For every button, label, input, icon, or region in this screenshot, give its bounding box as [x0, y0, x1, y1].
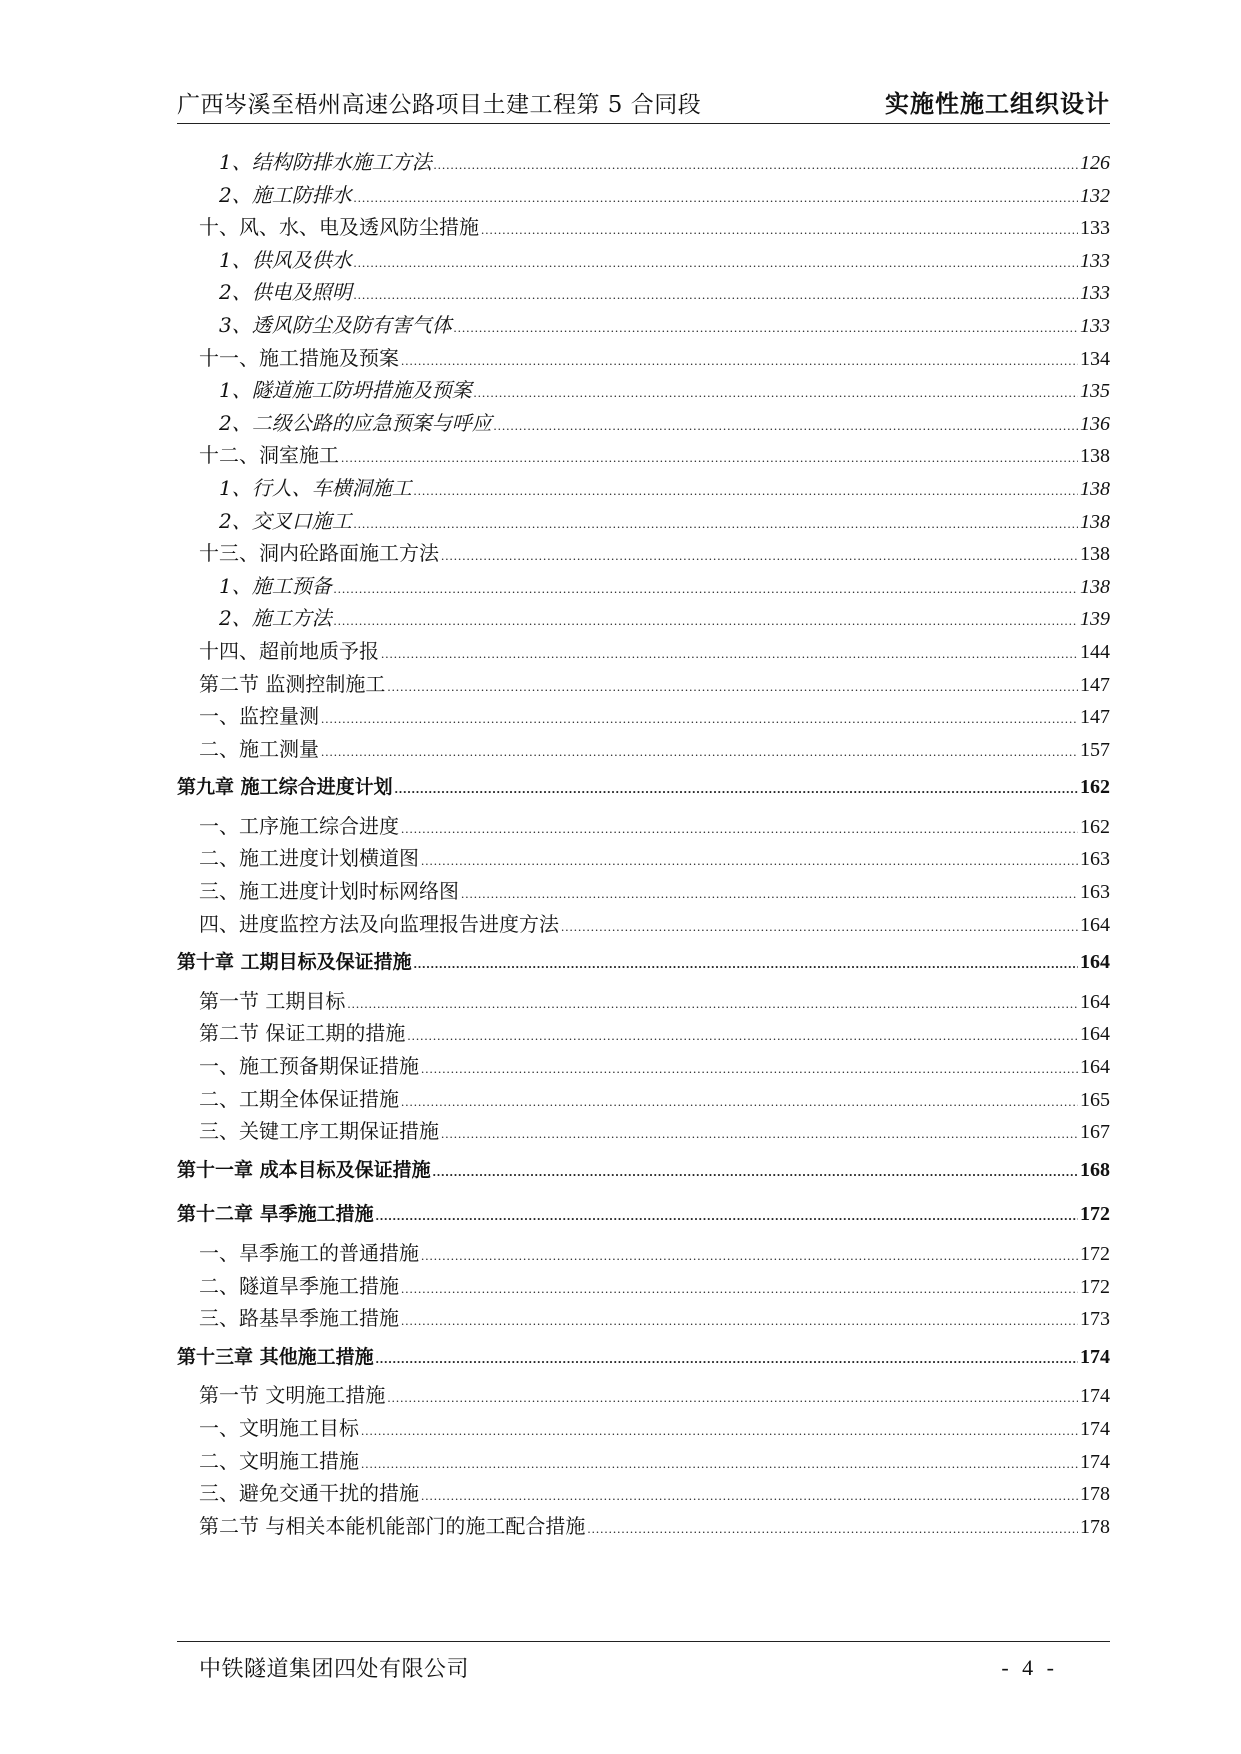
- toc-entry-title: 一、工序施工综合进度: [199, 813, 399, 838]
- toc-leader-dots: [454, 312, 1078, 345]
- toc-section-entry[interactable]: [177, 733, 1110, 766]
- toc-leader-dots: [347, 988, 1078, 1021]
- toc-leader-dots: [414, 475, 1078, 508]
- toc-section-entry[interactable]: [177, 1302, 1110, 1335]
- toc-entry-page-number: 174: [1080, 1450, 1110, 1473]
- toc-section-entry[interactable]: [177, 537, 1110, 570]
- toc-leader-dots: [354, 508, 1078, 541]
- toc-section-entry[interactable]: [177, 842, 1110, 875]
- toc-chapter-entry[interactable]: [177, 1148, 1110, 1193]
- toc-entry-title: 第十二章 旱季施工措施: [177, 1203, 374, 1226]
- toc-entry-page-number: 139: [1080, 608, 1110, 631]
- toc-entry-page-number: 133: [1080, 249, 1110, 272]
- toc-leader-dots: [321, 703, 1078, 736]
- toc-leader-dots: [354, 279, 1078, 312]
- toc-section-entry[interactable]: [177, 1510, 1110, 1543]
- toc-entry-page-number: 132: [1080, 184, 1110, 207]
- toc-entry-title: 二、工期全体保证措施: [199, 1086, 399, 1111]
- toc-subsection-entry[interactable]: [177, 179, 1110, 212]
- toc-entry-title: 一、监控量测: [199, 704, 319, 729]
- toc-leader-dots: [421, 1053, 1078, 1086]
- toc-leader-dots: [401, 1273, 1078, 1306]
- toc-entry-title: 2、供电及照明: [219, 280, 352, 305]
- toc-subsection-entry[interactable]: [177, 602, 1110, 635]
- header-document-title: 实施性施工组织设计: [885, 90, 1110, 118]
- toc-entry-page-number: 147: [1080, 673, 1110, 696]
- toc-section-entry[interactable]: [177, 635, 1110, 668]
- toc-subsection-entry[interactable]: [177, 276, 1110, 309]
- toc-entry-title: 第十章 工期目标及保证措施: [177, 951, 412, 974]
- toc-leader-dots: [334, 573, 1078, 606]
- toc-section-entry[interactable]: [177, 985, 1110, 1018]
- toc-entry-title: 2、交叉口施工: [219, 508, 352, 533]
- toc-entry-title: 十一、施工措施及预案: [199, 345, 399, 370]
- toc-section-entry[interactable]: [177, 1083, 1110, 1116]
- toc-entry-page-number: 138: [1080, 445, 1110, 468]
- toc-entry-page-number: 163: [1080, 881, 1110, 904]
- toc-leader-dots: [433, 1150, 1078, 1195]
- footer-page-number: - 4 -: [1001, 1654, 1058, 1680]
- toc-entry-title: 三、路基旱季施工措施: [199, 1306, 399, 1331]
- toc-entry-title: 四、进度监控方法及向监理报告进度方法: [199, 911, 559, 936]
- toc-section-entry[interactable]: [177, 1237, 1110, 1270]
- toc-chapter-entry[interactable]: [177, 1335, 1110, 1380]
- toc-entry-title: 十、风、水、电及透风防尘措施: [199, 215, 479, 240]
- toc-entry-page-number: 133: [1080, 314, 1110, 337]
- toc-entry-title: 第二节 监测控制施工: [199, 671, 386, 696]
- toc-subsection-entry[interactable]: [177, 244, 1110, 277]
- toc-entry-page-number: 168: [1080, 1158, 1110, 1181]
- toc-section-entry[interactable]: [177, 1477, 1110, 1510]
- toc-entry-page-number: 138: [1080, 510, 1110, 533]
- toc-leader-dots: [354, 182, 1078, 215]
- toc-entry-title: 1、隧道施工防坍措施及预案: [219, 378, 472, 403]
- toc-leader-dots: [441, 1118, 1078, 1151]
- toc-entry-title: 2、施工方法: [219, 606, 332, 631]
- toc-leader-dots: [381, 638, 1078, 671]
- toc-entry-title: 第二节 保证工期的措施: [199, 1021, 406, 1046]
- toc-section-entry[interactable]: [177, 1017, 1110, 1050]
- toc-leader-dots: [414, 942, 1078, 987]
- toc-entry-title: 一、施工预备期保证措施: [199, 1054, 419, 1079]
- toc-section-entry[interactable]: [177, 439, 1110, 472]
- toc-section-entry[interactable]: [177, 342, 1110, 375]
- toc-entry-page-number: 162: [1080, 815, 1110, 838]
- footer-company-name: 中铁隧道集团四处有限公司: [199, 1657, 470, 1682]
- toc-entry-title: 第一节 文明施工措施: [199, 1383, 386, 1408]
- toc-leader-dots: [387, 671, 1078, 704]
- toc-entry-title: 十三、洞内砼路面施工方法: [199, 541, 439, 566]
- toc-entry-title: 一、旱季施工的普通措施: [199, 1241, 419, 1265]
- toc-section-entry[interactable]: [177, 1445, 1110, 1478]
- toc-entry-page-number: 174: [1080, 1345, 1110, 1368]
- toc-entry-title: 1、供风及供水: [219, 247, 352, 272]
- toc-section-entry[interactable]: [177, 211, 1110, 244]
- toc-entry-page-number: 172: [1080, 1243, 1110, 1265]
- toc-subsection-entry[interactable]: [177, 146, 1110, 179]
- toc-entry-title: 1、施工预备: [219, 573, 332, 598]
- toc-leader-dots: [401, 1086, 1078, 1119]
- toc-entry-page-number: 178: [1080, 1483, 1110, 1506]
- toc-leader-dots: [395, 767, 1078, 812]
- toc-entry-title: 二、施工测量: [199, 736, 319, 761]
- toc-entry-title: 第二节 与相关本能机能部门的施工配合措施: [199, 1513, 586, 1538]
- table-of-contents: [177, 146, 1110, 1542]
- toc-entry-title: 1、行人、车横洞施工: [219, 475, 412, 500]
- toc-entry-page-number: 126: [1080, 152, 1110, 174]
- toc-entry-title: 十四、超前地质予报: [199, 638, 379, 663]
- toc-subsection-entry[interactable]: [177, 374, 1110, 407]
- toc-entry-page-number: 133: [1080, 282, 1110, 305]
- toc-entry-page-number: 172: [1080, 1203, 1110, 1226]
- toc-entry-page-number: 163: [1080, 848, 1110, 871]
- toc-entry-page-number: 172: [1080, 1275, 1110, 1298]
- toc-leader-dots: [474, 377, 1078, 410]
- toc-entry-title: 第十三章 其他施工措施: [177, 1345, 374, 1368]
- toc-entry-page-number: 178: [1080, 1515, 1110, 1538]
- toc-entry-page-number: 167: [1080, 1121, 1110, 1144]
- toc-entry-page-number: 136: [1080, 412, 1110, 435]
- toc-entry-title: 第十一章 成本目标及保证措施: [177, 1158, 431, 1181]
- header-project-title: 广西岑溪至梧州高速公路项目土建工程第 5 合同段: [177, 92, 702, 118]
- toc-entry-page-number: 147: [1080, 706, 1110, 729]
- toc-leader-dots: [376, 1194, 1078, 1239]
- toc-leader-dots: [361, 1448, 1078, 1481]
- toc-chapter-entry[interactable]: [177, 1192, 1110, 1237]
- toc-entry-page-number: 164: [1080, 951, 1110, 974]
- toc-entry-page-number: 164: [1080, 990, 1110, 1013]
- toc-leader-dots: [401, 345, 1078, 378]
- toc-entry-page-number: 174: [1080, 1417, 1110, 1440]
- toc-leader-dots: [334, 605, 1078, 638]
- toc-entry-page-number: 157: [1080, 738, 1110, 761]
- toc-leader-dots: [387, 1382, 1078, 1415]
- toc-leader-dots: [401, 813, 1078, 846]
- toc-entry-title: 十二、洞室施工: [199, 443, 339, 468]
- toc-entry-page-number: 138: [1080, 543, 1110, 566]
- toc-leader-dots: [407, 1020, 1078, 1053]
- toc-leader-dots: [401, 1305, 1078, 1338]
- toc-entry-title: 二、隧道旱季施工措施: [199, 1273, 399, 1298]
- toc-section-entry[interactable]: [177, 668, 1110, 701]
- toc-section-entry[interactable]: [177, 700, 1110, 733]
- toc-entry-page-number: 138: [1080, 575, 1110, 598]
- toc-subsection-entry[interactable]: [177, 472, 1110, 505]
- toc-section-entry[interactable]: [177, 908, 1110, 941]
- toc-leader-dots: [354, 247, 1078, 280]
- toc-entry-title: 三、施工进度计划时标网络图: [199, 879, 459, 904]
- toc-leader-dots: [434, 149, 1078, 182]
- toc-entry-page-number: 138: [1080, 477, 1110, 500]
- toc-subsection-entry[interactable]: [177, 407, 1110, 440]
- toc-leader-dots: [421, 1240, 1078, 1273]
- toc-section-entry[interactable]: [177, 1050, 1110, 1083]
- toc-entry-page-number: 144: [1080, 640, 1110, 663]
- toc-section-entry[interactable]: [177, 1379, 1110, 1412]
- toc-entry-title: 2、施工防排水: [219, 182, 352, 207]
- toc-section-entry[interactable]: [177, 1270, 1110, 1303]
- toc-leader-dots: [421, 1480, 1078, 1513]
- toc-entry-title: 二、文明施工措施: [199, 1448, 359, 1473]
- toc-entry-page-number: 135: [1080, 380, 1110, 403]
- page-header: [177, 84, 1110, 124]
- toc-leader-dots: [587, 1513, 1078, 1546]
- page-footer: [177, 1641, 1110, 1687]
- toc-section-entry[interactable]: [177, 1115, 1110, 1148]
- toc-entry-page-number: 173: [1080, 1308, 1110, 1331]
- toc-section-entry[interactable]: [177, 875, 1110, 908]
- toc-entry-page-number: 165: [1080, 1088, 1110, 1111]
- toc-entry-title: 一、文明施工目标: [199, 1415, 359, 1440]
- toc-leader-dots: [461, 878, 1078, 911]
- toc-subsection-entry[interactable]: [177, 570, 1110, 603]
- toc-entry-title: 第九章 施工综合进度计划: [177, 776, 393, 799]
- toc-entry-title: 1、结构防排水施工方法: [219, 150, 432, 174]
- toc-leader-dots: [421, 845, 1078, 878]
- toc-leader-dots: [494, 410, 1078, 443]
- toc-entry-title: 第一节 工期目标: [199, 988, 346, 1013]
- toc-subsection-entry[interactable]: [177, 505, 1110, 538]
- toc-entry-page-number: 164: [1080, 1056, 1110, 1079]
- toc-entry-page-number: 164: [1080, 1023, 1110, 1046]
- toc-leader-dots: [376, 1337, 1078, 1382]
- toc-entry-title: 二、施工进度计划横道图: [199, 846, 419, 871]
- toc-entry-page-number: 174: [1080, 1385, 1110, 1408]
- toc-leader-dots: [341, 442, 1078, 475]
- toc-entry-page-number: 164: [1080, 913, 1110, 936]
- toc-entry-title: 三、关键工序工期保证措施: [199, 1119, 439, 1144]
- toc-entry-title: 三、避免交通干扰的措施: [199, 1481, 419, 1506]
- toc-leader-dots: [441, 540, 1078, 573]
- toc-leader-dots: [321, 736, 1078, 769]
- toc-entry-title: 2、二级公路的应急预案与呼应: [219, 410, 492, 435]
- toc-entry-title: 3、透风防尘及防有害气体: [219, 312, 452, 337]
- toc-section-entry[interactable]: [177, 1412, 1110, 1445]
- toc-leader-dots: [561, 911, 1078, 944]
- toc-entry-page-number: 162: [1080, 776, 1110, 799]
- toc-section-entry[interactable]: [177, 810, 1110, 843]
- toc-entry-page-number: 133: [1080, 217, 1110, 240]
- toc-chapter-entry[interactable]: [177, 765, 1110, 810]
- toc-leader-dots: [361, 1415, 1078, 1448]
- toc-entry-page-number: 134: [1080, 347, 1110, 370]
- toc-chapter-entry[interactable]: [177, 940, 1110, 985]
- toc-subsection-entry[interactable]: [177, 309, 1110, 342]
- toc-leader-dots: [481, 214, 1078, 247]
